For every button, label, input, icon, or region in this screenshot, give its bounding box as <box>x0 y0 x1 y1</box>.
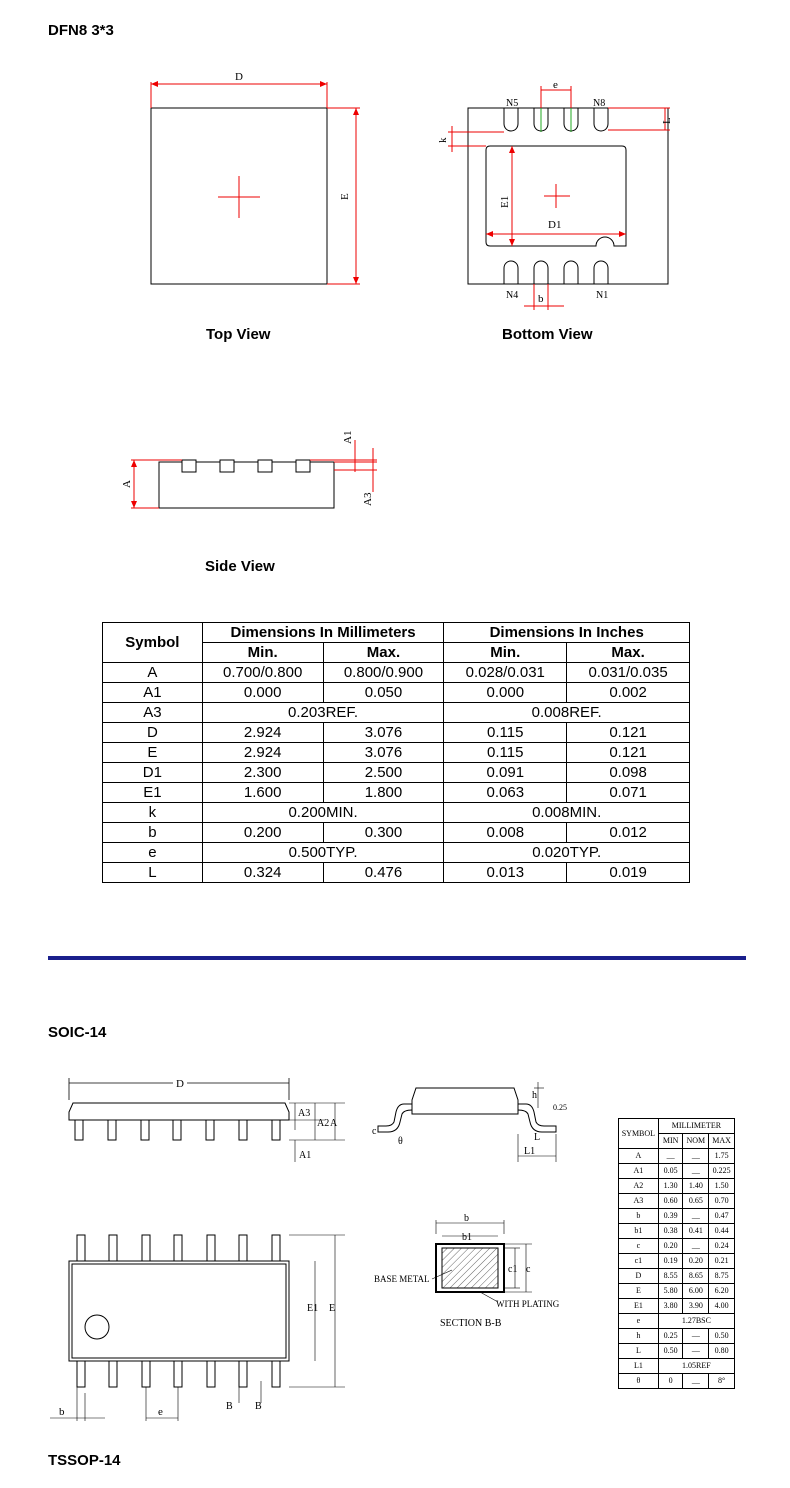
soic-side-view-drawing <box>55 1070 355 1170</box>
dfn-table-cell: 1.800 <box>323 783 444 803</box>
soic-table-cell: 3.90 <box>683 1299 709 1314</box>
soic-table-cell: 0.80 <box>709 1344 735 1359</box>
top-view-caption: Top View <box>206 326 271 343</box>
dfn-table-cell: b <box>103 823 203 843</box>
soic-table-cell: 1.27BSC <box>658 1314 734 1329</box>
dim-e-label: E <box>339 193 351 200</box>
dfn-dimension-table <box>102 622 690 883</box>
soic-dim-e-label: E <box>329 1303 336 1314</box>
dfn-title: DFN8 3*3 <box>48 22 114 39</box>
dim-a1-label: A1 <box>342 430 354 444</box>
dfn-table-row <box>103 823 690 843</box>
soic-table-cell: e <box>619 1314 659 1329</box>
pin-n4-label: N4 <box>506 290 519 301</box>
dfn-table-cell: A <box>103 663 203 683</box>
dim-a-label: A <box>121 480 133 488</box>
soic-table-cell: 0.21 <box>709 1254 735 1269</box>
soic-table-row <box>619 1329 735 1344</box>
dim-k-label: k <box>437 137 449 143</box>
dfn-table-cell: 0.028/0.031 <box>444 663 567 683</box>
soic-table-cell: c <box>619 1239 659 1254</box>
dfn-table-row <box>103 683 690 703</box>
soic-dim-pitch-label: e <box>158 1406 163 1418</box>
soic-table-row <box>619 1254 735 1269</box>
soic-table-cell: 0.24 <box>709 1239 735 1254</box>
dfn-table-cell: 3.076 <box>323 723 444 743</box>
soic-table-cell: 1.50 <box>709 1179 735 1194</box>
soic-table-cell: — <box>683 1344 709 1359</box>
in-header: Dimensions In Inches <box>444 623 690 643</box>
soic-section-b-right-label: B <box>255 1401 262 1412</box>
soic-table-row <box>619 1239 735 1254</box>
dfn-table-cell: E <box>103 743 203 763</box>
soic-table-cell: __ <box>658 1149 683 1164</box>
dfn-table-cell: 0.013 <box>444 863 567 883</box>
dfn-table-cell: 1.600 <box>202 783 323 803</box>
soic-dim-c-label: c <box>372 1126 377 1137</box>
soic-table-row <box>619 1224 735 1239</box>
soic-dim-l1-label: L1 <box>524 1146 536 1157</box>
dfn-side-view-drawing <box>115 420 385 515</box>
in-min-header: Min. <box>444 643 567 663</box>
soic-table-cell: θ <box>619 1374 659 1389</box>
soic-table-cell: 0.38 <box>658 1224 683 1239</box>
soic-table-row <box>619 1359 735 1374</box>
dfn-table-cell: 0.203REF. <box>202 703 444 723</box>
dfn-table-cell: 0.008REF. <box>444 703 690 723</box>
dim-d1-label: D1 <box>548 219 562 231</box>
dfn-table-cell: 0.200 <box>202 823 323 843</box>
pin-n5-label: N5 <box>506 98 519 109</box>
dfn-table-cell: 2.500 <box>323 763 444 783</box>
soic-mm-header: MILLIMETER <box>658 1119 734 1134</box>
soic-table-row <box>619 1269 735 1284</box>
soic-table-cell: 0.50 <box>658 1344 683 1359</box>
dfn-table-cell: 0.000 <box>444 683 567 703</box>
dfn-table-cell: 0.098 <box>567 763 690 783</box>
soic-table-cell: E <box>619 1284 659 1299</box>
soic-table-row <box>619 1314 735 1329</box>
pin-n8-label: N8 <box>593 98 606 109</box>
dfn-table-row <box>103 663 690 683</box>
dfn-top-view-drawing <box>130 68 370 293</box>
soic-table-cell: 8.65 <box>683 1269 709 1284</box>
dim-b-label: b <box>538 293 544 305</box>
soic-table-row <box>619 1374 735 1389</box>
dfn-table-cell: 3.076 <box>323 743 444 763</box>
soic-table-cell: __ <box>683 1239 709 1254</box>
dfn-table-cell: D1 <box>103 763 203 783</box>
dfn-table-cell: E1 <box>103 783 203 803</box>
soic-table-cell: __ <box>683 1209 709 1224</box>
soic-lead-detail-drawing <box>368 1078 578 1168</box>
dfn-table-cell: 0.071 <box>567 783 690 803</box>
soic-dim-theta-label: θ <box>398 1136 403 1147</box>
section-b1-label: b1 <box>462 1232 472 1243</box>
dfn-table-cell: 0.008MIN. <box>444 803 690 823</box>
dfn-table-cell: 0.020TYP. <box>444 843 690 863</box>
dfn-table-cell: 2.300 <box>202 763 323 783</box>
soic-table-cell: b1 <box>619 1224 659 1239</box>
dfn-table-cell: 0.050 <box>323 683 444 703</box>
soic-table-cell: A <box>619 1149 659 1164</box>
bottom-view-caption: Bottom View <box>502 326 593 343</box>
dfn-table-cell: 0.031/0.035 <box>567 663 690 683</box>
soic-table-cell: D <box>619 1269 659 1284</box>
soic-section-b-left-label: B <box>226 1401 233 1412</box>
soic-dim-a-label: A <box>330 1118 338 1129</box>
soic-table-cell: 0.47 <box>709 1209 735 1224</box>
soic-dim-a2-label: A2 <box>317 1118 330 1129</box>
dfn-table-row <box>103 763 690 783</box>
soic-table-cell: 0.41 <box>683 1224 709 1239</box>
tssop-title: TSSOP-14 <box>48 1452 121 1469</box>
soic-table-cell: 0.39 <box>658 1209 683 1224</box>
dfn-table-row <box>103 843 690 863</box>
side-view-caption: Side View <box>205 558 275 575</box>
mm-min-header: Min. <box>202 643 323 663</box>
dfn-table-row <box>103 703 690 723</box>
dfn-table-cell: 0.115 <box>444 743 567 763</box>
dim-d-label: D <box>235 71 243 83</box>
soic-dim-e1-label: E1 <box>307 1303 319 1314</box>
dfn-table-cell: k <box>103 803 203 823</box>
dfn-table-cell: 0.800/0.900 <box>323 663 444 683</box>
soic-table-cell: 1.30 <box>658 1179 683 1194</box>
soic-table-cell: 1.40 <box>683 1179 709 1194</box>
soic-table-row <box>619 1344 735 1359</box>
dim-e-pitch-label: e <box>553 79 558 91</box>
soic-table-cell: 8.75 <box>709 1269 735 1284</box>
mm-header: Dimensions In Millimeters <box>202 623 444 643</box>
soic-table-cell: 0.60 <box>658 1194 683 1209</box>
soic-top-view-drawing <box>45 1225 345 1425</box>
soic-table-cell: 5.80 <box>658 1284 683 1299</box>
soic-table-cell: b <box>619 1209 659 1224</box>
symbol-header: Symbol <box>103 623 203 663</box>
soic-table-cell: 0.50 <box>709 1329 735 1344</box>
pin-n1-label: N1 <box>596 290 609 301</box>
dim-a3-label: A3 <box>362 492 374 506</box>
soic-dim-b-label: b <box>59 1406 65 1418</box>
dfn-table-cell: 0.324 <box>202 863 323 883</box>
dfn-table-cell: 0.019 <box>567 863 690 883</box>
dfn-table-cell: e <box>103 843 203 863</box>
dfn-table-cell: 0.063 <box>444 783 567 803</box>
dfn-table-cell: A3 <box>103 703 203 723</box>
soic-table-cell: __ <box>683 1149 709 1164</box>
dfn-table-cell: D <box>103 723 203 743</box>
dim-l-label: L <box>661 117 673 124</box>
dim-e1-label: E1 <box>499 195 511 208</box>
with-plating-label: WITH PLATING <box>496 1299 560 1309</box>
soic-table-cell: 0.65 <box>683 1194 709 1209</box>
section-c1-label: c1 <box>508 1264 518 1275</box>
soic-dim-h-label: h <box>532 1090 537 1101</box>
soic-table-row <box>619 1299 735 1314</box>
soic-min-header: MIN <box>658 1134 683 1149</box>
soic-table-cell: 0.20 <box>658 1239 683 1254</box>
dfn-table-cell: 0.300 <box>323 823 444 843</box>
dfn-table-row <box>103 743 690 763</box>
soic-table-cell: 1.05REF <box>658 1359 734 1374</box>
soic-dim-a3-label: A3 <box>298 1108 311 1119</box>
dfn-table-cell: 0.002 <box>567 683 690 703</box>
soic-table-cell: A2 <box>619 1179 659 1194</box>
soic-title: SOIC-14 <box>48 1024 107 1041</box>
dfn-table-cell: 2.924 <box>202 743 323 763</box>
soic-table-cell: 0.225 <box>709 1164 735 1179</box>
soic-table-cell: 0.19 <box>658 1254 683 1269</box>
soic-table-cell: L <box>619 1344 659 1359</box>
soic-table-cell: 3.80 <box>658 1299 683 1314</box>
in-max-header: Max. <box>567 643 690 663</box>
dfn-table-cell: 0.700/0.800 <box>202 663 323 683</box>
soic-table-row <box>619 1149 735 1164</box>
soic-symbol-header: SYMBOL <box>619 1119 659 1149</box>
soic-table-cell: c1 <box>619 1254 659 1269</box>
dfn-table-cell: 0.121 <box>567 723 690 743</box>
dfn-table-cell: 0.121 <box>567 743 690 763</box>
soic-table-row <box>619 1209 735 1224</box>
dfn-table-cell: 0.000 <box>202 683 323 703</box>
soic-table-cell: 0.25 <box>658 1329 683 1344</box>
soic-gauge-label: 0.25 <box>553 1103 567 1112</box>
soic-table-cell: 8.55 <box>658 1269 683 1284</box>
soic-table-cell: 4.00 <box>709 1299 735 1314</box>
soic-max-header: MAX <box>709 1134 735 1149</box>
dfn-table-row <box>103 783 690 803</box>
soic-table-cell: — <box>683 1329 709 1344</box>
dfn-table-cell: 0.115 <box>444 723 567 743</box>
dfn-table-cell: 0.091 <box>444 763 567 783</box>
section-divider <box>48 956 746 960</box>
dfn-table-cell: 0.500TYP. <box>202 843 444 863</box>
soic-table-cell: 6.20 <box>709 1284 735 1299</box>
dfn-table-row <box>103 863 690 883</box>
soic-table-cell: __ <box>683 1374 709 1389</box>
dfn-table-cell: 0.008 <box>444 823 567 843</box>
soic-table-cell: 6.00 <box>683 1284 709 1299</box>
dfn-table-cell: L <box>103 863 203 883</box>
dfn-table-row <box>103 723 690 743</box>
dfn-table-cell: 2.924 <box>202 723 323 743</box>
dfn-bottom-view-drawing <box>430 76 680 311</box>
dfn-table-cell: 0.200MIN. <box>202 803 444 823</box>
soic-table-cell: 8° <box>709 1374 735 1389</box>
soic-nom-header: NOM <box>683 1134 709 1149</box>
soic-dim-a1-label: A1 <box>299 1150 312 1161</box>
soic-table-row <box>619 1164 735 1179</box>
soic-dimension-table <box>618 1118 735 1389</box>
soic-table-cell: __ <box>683 1164 709 1179</box>
soic-table-cell: 0 <box>658 1374 683 1389</box>
base-metal-label: BASE METAL <box>374 1274 430 1284</box>
soic-table-cell: A3 <box>619 1194 659 1209</box>
section-caption: SECTION B-B <box>440 1318 502 1329</box>
soic-table-cell: 1.75 <box>709 1149 735 1164</box>
dfn-table-cell: 0.476 <box>323 863 444 883</box>
soic-table-cell: A1 <box>619 1164 659 1179</box>
soic-section-drawing <box>370 1212 580 1332</box>
soic-dim-d-label: D <box>176 1078 184 1090</box>
soic-table-cell: L1 <box>619 1359 659 1374</box>
soic-table-cell: E1 <box>619 1299 659 1314</box>
section-b-label: b <box>464 1213 469 1224</box>
soic-table-cell: 0.70 <box>709 1194 735 1209</box>
soic-table-row <box>619 1284 735 1299</box>
soic-table-row <box>619 1179 735 1194</box>
soic-table-cell: 0.20 <box>683 1254 709 1269</box>
soic-table-cell: h <box>619 1329 659 1344</box>
dfn-table-row <box>103 803 690 823</box>
soic-table-cell: 0.05 <box>658 1164 683 1179</box>
dfn-table-cell: A1 <box>103 683 203 703</box>
soic-dim-l-label: L <box>534 1132 541 1143</box>
section-c-label: c <box>526 1264 531 1275</box>
soic-table-row <box>619 1194 735 1209</box>
mm-max-header: Max. <box>323 643 444 663</box>
dfn-table-cell: 0.012 <box>567 823 690 843</box>
soic-table-cell: 0.44 <box>709 1224 735 1239</box>
